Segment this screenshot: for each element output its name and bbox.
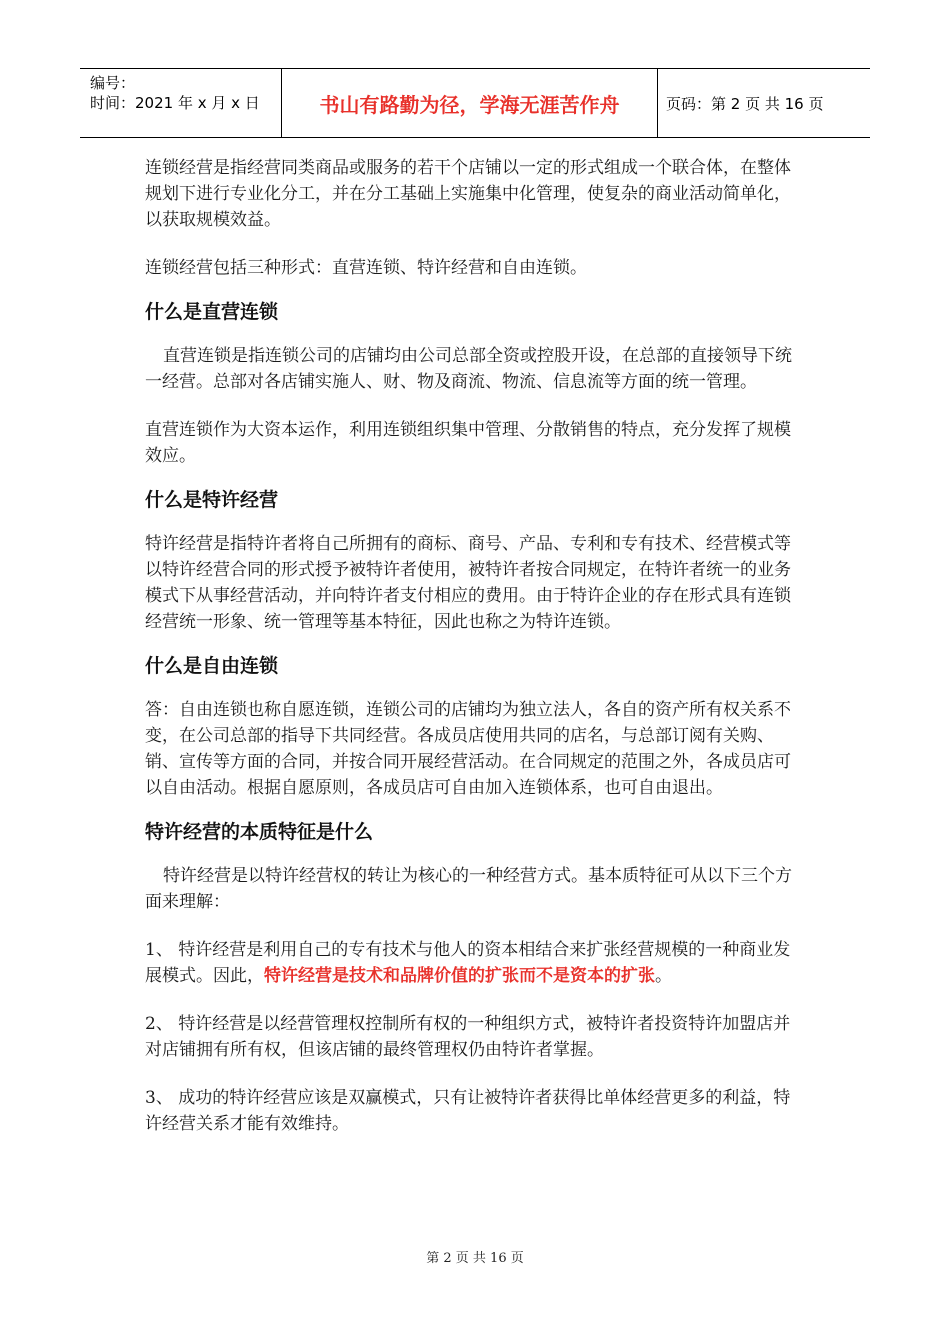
- list-item-3: 3、 成功的特许经营应该是双赢模式，只有让被特许者获得比单体经营更多的利益，特许经营关系才能有效维持。: [145, 1088, 791, 1134]
- paragraph-forms: 连锁经营包括三种形式：直营连锁、特许经营和自由连锁。: [145, 258, 587, 278]
- paragraph-direct-chain-effect: 直营连锁作为大资本运作，利用连锁组织集中管理、分散销售的特点，充分发挥了规模效应。: [145, 420, 791, 466]
- paragraph-direct-chain: 直营连锁是指连锁公司的店铺均由公司总部全资或控股开设，在总部的直接领导下统一经营。总部对各店铺实施人、财、物及商流、物流、信息流等方面的统一管理。: [145, 346, 792, 392]
- heading-franchise-essence: 特许经营的本质特征是什么: [145, 821, 374, 843]
- list-item-1-end: 。: [655, 966, 672, 986]
- paragraph-franchise-essence: 特许经营是以特许经营权的转让为核心的一种经营方式。基本质特征可从以下三个方面来理解：: [145, 866, 792, 912]
- page-footer: 第 2 页 共 16 页: [426, 1251, 524, 1266]
- highlighted-statement: 特许经营是技术和品牌价值的扩张而不是资本的扩张: [264, 966, 655, 986]
- list-item-1: [145, 937, 807, 989]
- list-item-1-text: 1、 特许经营是利用自己的专有技术与他人的资本相结合来扩张经营规模的一种商业发展模式。因此，: [145, 940, 791, 986]
- header-page-label: 页码：第 2 页 共 16 页: [666, 94, 824, 113]
- document-body: [145, 155, 807, 1137]
- heading-franchise: 什么是特许经营: [145, 489, 279, 511]
- paragraph-franchise: 特许经营是指特许者将自己所拥有的商标、商号、产品、专利和专有技术、经营模式等以特许经营合同的形式授予被特许者使用，被特许者按合同规定，在特许者统一的业务模式下从事经营活动，并向特许者支付相应的费用。由于特许企业的存在形式具有连锁经营统一形象、统一管理等基本特征，因此也称之为特许连锁。: [145, 534, 791, 632]
- heading-direct-chain: 什么是直营连锁: [145, 301, 279, 323]
- paragraph-voluntary-chain: 答：自由连锁也称自愿连锁，连锁公司的店铺均为独立法人，各自的资产所有权关系不变，在公司总部的指导下共同经营。各成员店使用共同的店名，与总部订阅有关购、销、宣传等方面的合同，并按合同开展经营活动。在合同规定的范围之外，各成员店可以自由活动。根据自愿原则，各成员店可自由加入连锁体系，也可自由退出。: [145, 700, 791, 798]
- heading-voluntary-chain: 什么是自由连锁: [145, 655, 279, 677]
- header-motto: 书山有路勤为径，学海无涯苦作舟: [282, 69, 658, 137]
- paragraph-intro: 连锁经营是指经营同类商品或服务的若干个店铺以一定的形式组成一个联合体，在整体规划下进行专业化分工，并在分工基础上实施集中化管理，使复杂的商业活动简单化，以获取规模效益。: [145, 158, 791, 230]
- page-header: [80, 68, 870, 138]
- number-label: 编号：: [90, 74, 136, 92]
- list-item-2: 2、 特许经营是以经营管理权控制所有权的一种组织方式，被特许者投资特许加盟店并对店铺拥有所有权，但该店铺的最终管理权仍由特许者掌握。: [145, 1014, 791, 1060]
- date-label: 时间：2021 年 x 月 x 日: [90, 94, 260, 112]
- header-meta: [80, 69, 282, 137]
